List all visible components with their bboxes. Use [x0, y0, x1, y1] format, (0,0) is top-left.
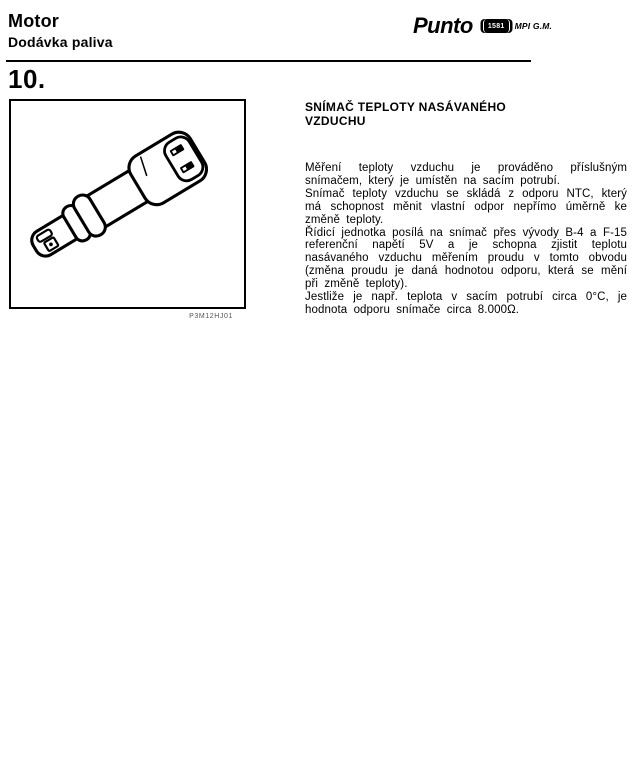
article-body	[305, 162, 627, 317]
engine-badge: 1581	[483, 19, 510, 33]
figure-caption: P3M12HJ01	[189, 313, 233, 320]
figure-frame	[9, 99, 246, 309]
header-rule	[6, 60, 531, 62]
brand-name: Punto	[413, 13, 473, 38]
brand-variant: MPI G.M.	[514, 21, 553, 31]
chapter-number: 10.	[8, 64, 46, 94]
paragraph: Řídicí jednotka posílá na snímač přes vývody B-4 a F-15 referenční napětí 5V a je schopna zjistit teplotu nasávaného vzduchu měřením proudu v tomto obvodu (změna proudu je daná hodnotou odporu, která se mění při změně teploty).	[305, 226, 627, 291]
paragraph: Snímač teploty vzduchu se skládá z odporu NTC, který má schopnost měnit vlastní odpor nepřímo úměrně ke změně teploty.	[305, 187, 627, 226]
doc-section-title: Motor	[8, 11, 59, 31]
article-column	[305, 100, 627, 317]
paragraph: Měření teploty vzduchu je prováděno příslušným snímačem, který je umístěn na sacím potrubí.	[305, 162, 627, 187]
air-temp-sensor-illustration	[11, 101, 244, 307]
doc-subsection-title: Dodávka paliva	[8, 34, 113, 50]
article-title: SNÍMAČ TEPLOTY NASÁVANÉHO VZDUCHU	[305, 100, 507, 128]
paragraph: Jestliže je např. teplota v sacím potrubí circa 0°C, je hodnota odporu snímače circa 8.000Ω.	[305, 291, 627, 316]
header-left	[8, 11, 113, 51]
brand-logo	[413, 13, 628, 39]
